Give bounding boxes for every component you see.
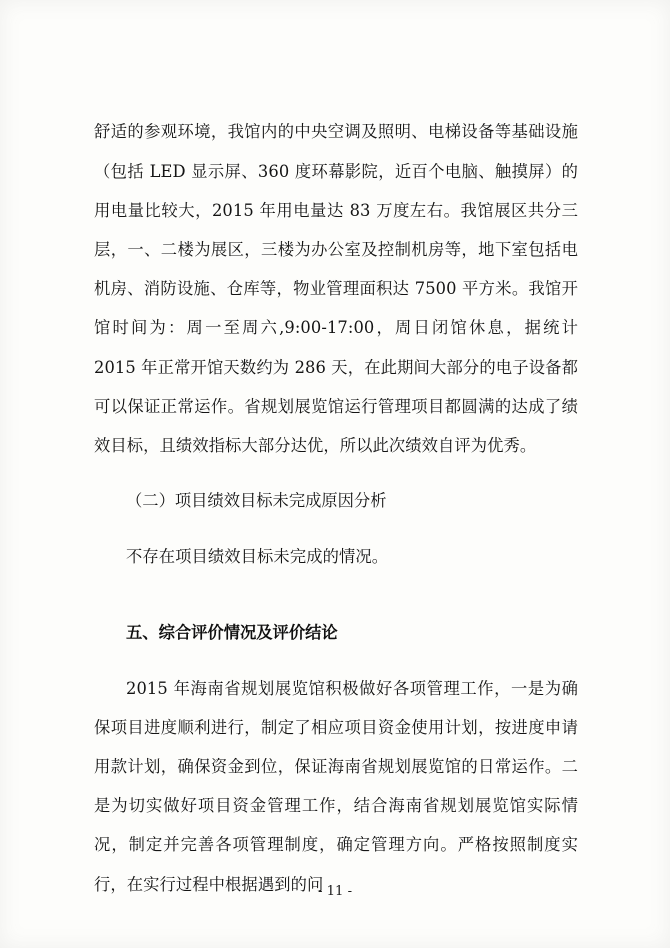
paragraph-continued: 舒适的参观环境，我馆内的中央空调及照明、电梯设备等基础设施（包括 LED 显示屏、360 度环幕影院，近百个电脑、触摸屏）的用电量比较大，2015 年用电量达 83 万度左右。我馆展区共分三层，一、二楼为展区，三楼为办公室及控制机房等，地下室包括电机房、消防设施、仓库等，物业管理面积达 7500 平方米。我馆开馆时间为：周一至周六,9:00-17:00，周日闭馆休息，据统计 2015 年正常开馆天数约为 286 天，在此期间大部分的电子设备都可以保证正常运作。省规划展览馆运行管理项目都圆满的达成了绩效目标，且绩效指标大部分达优，所以此次绩效自评为优秀。 [94,122,578,455]
page-number: - 11 - [317,884,353,899]
page-content [94,96,578,920]
subheading-section-2: （二）项目绩效目标未完成原因分析 [126,491,387,511]
paragraph-no-unfinished-goals: 不存在项目绩效目标未完成的情况。 [126,546,389,566]
heading-section-5: 五、综合评价情况及评价结论 [126,623,338,643]
paragraph-comprehensive-evaluation: 2015 年海南省规划展览馆积极做好各项管理工作，一是为确保项目进度顺利进行，制定了相应项目资金使用计划，按进度申请用款计划，确保资金到位，保证海南省规划展览馆的日常运作。二是为切实做好项目资金管理工作，结合海南省规划展览馆实际情况，制定并完善各项管理制度，确定管理方向。严格按照制度实行，在实行过程中根据遇到的问 [94,678,578,894]
